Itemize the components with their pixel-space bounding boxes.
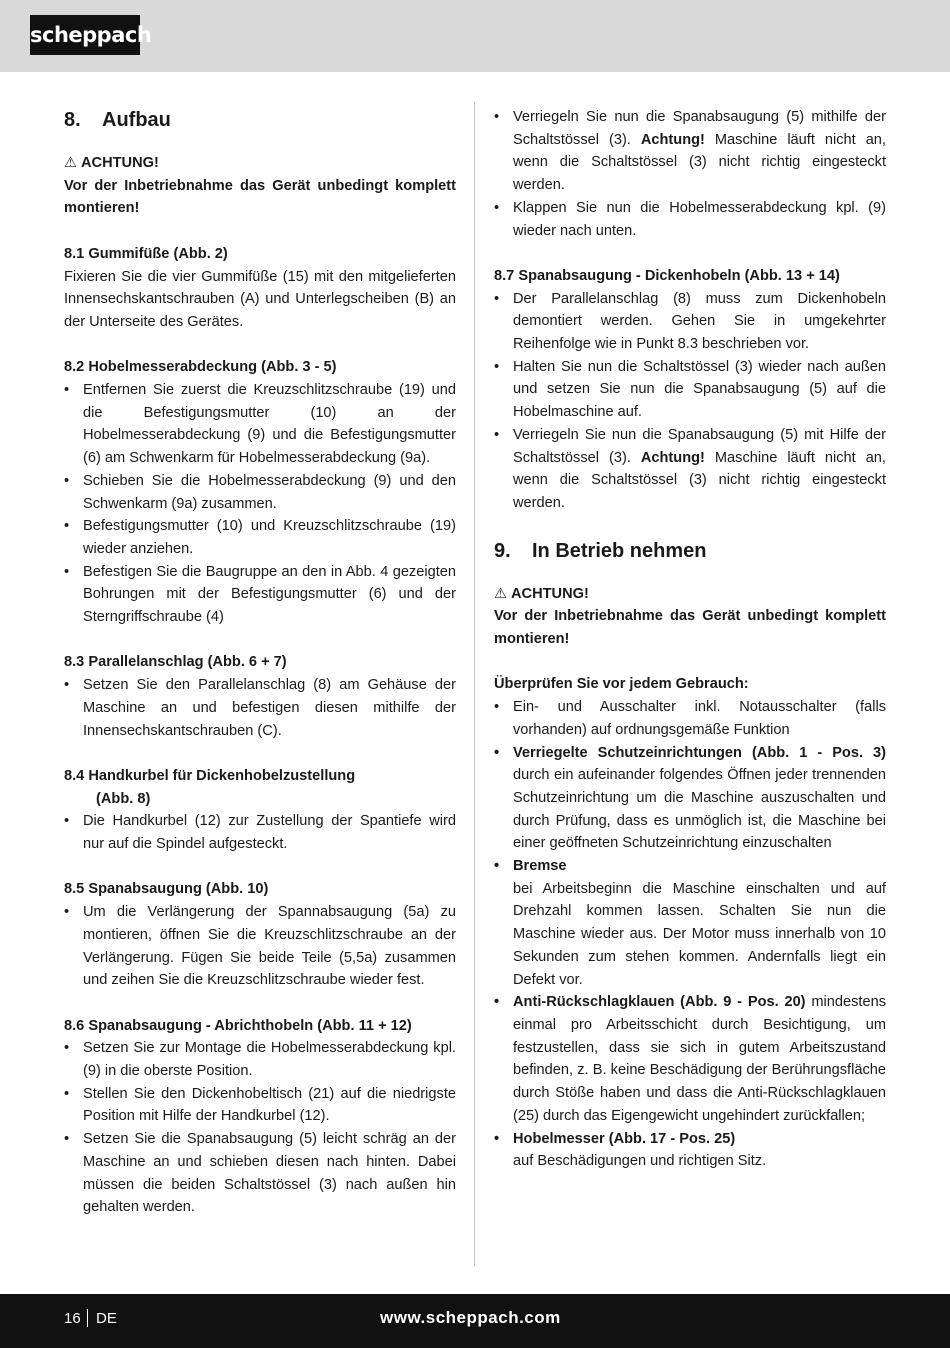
- list-item: • Halten Sie nun die Schaltstössel (3) wieder nach außen und setzen Sie nun die Spanabsaugung (5) auf die Hobelmaschine auf.: [494, 356, 886, 424]
- column-divider: [474, 102, 475, 1266]
- list-item: • Klappen Sie nun die Hobelmesserabdeckung kpl. (9) wieder nach unten.: [494, 197, 886, 242]
- list-item: • Setzen Sie den Parallelanschlag (8) am Gehäuse der Maschine an und befestigen diesen mithilfe der Innensechskantschrauben (C).: [64, 674, 456, 742]
- subsection-title: 8.2 Hobelmesserabdeckung (Abb. 3 - 5): [64, 359, 337, 376]
- page-footer: [0, 1294, 950, 1348]
- warning-text: Vor der Inbetriebnahme das Gerät unbedingt komplett montieren!: [494, 608, 886, 648]
- subsection-title: 8.3 Parallelanschlag (Abb. 6 + 7): [64, 654, 287, 671]
- paragraph: Fixieren Sie die vier Gummifüße (15) mit den mitgelieferten Innensechskantschrauben (A) und Unterlegscheiben (B) an der Unterseite des Gerätes.: [64, 268, 456, 330]
- bullet-list: [64, 379, 456, 629]
- list-item: • Die Handkurbel (12) zur Zustellung der Spantiefe wird nur auf die Spindel aufgesteckt.: [64, 810, 456, 855]
- list-item: • Setzen Sie zur Montage die Hobelmesserabdeckung kpl. (9) in die oberste Position.: [64, 1037, 456, 1082]
- warning-title: [494, 583, 886, 606]
- subsection-title: 8.5 Spanabsaugung (Abb. 10): [64, 881, 269, 898]
- bullet-list: [64, 810, 456, 855]
- list-item: • Hobelmesser (Abb. 17 - Pos. 25) auf Beschädigungen und richtigen Sitz.: [494, 1128, 886, 1173]
- section-number: 9.: [494, 539, 511, 562]
- list-item: • Verriegelte Schutzeinrichtungen (Abb. 1 - Pos. 3) durch ein aufeinander folgendes Öffnen jeder trennenden Schutzeinrichtung um die Maschine auszuschalten und durch Prüfung, dass es unmöglich ist, die Maschine bei einer geöffneten Schutzeinrichtung einzuschalten: [494, 742, 886, 856]
- bullet-list: [64, 901, 456, 992]
- right-column: [494, 106, 886, 1173]
- subsection-title-cont: (Abb. 8): [96, 790, 151, 807]
- warning-title: [64, 152, 456, 175]
- bullet-list: [494, 106, 886, 242]
- warning-label: ACHTUNG!: [81, 155, 159, 171]
- section-title: Aufbau: [102, 109, 171, 131]
- checklist: [494, 696, 886, 1173]
- warning-icon: ⚠: [64, 155, 78, 171]
- bullet-list: [64, 674, 456, 742]
- subsection-title: 8.7 Spanabsaugung - Dickenhobeln (Abb. 13 + 14): [494, 267, 840, 284]
- list-item: • Der Parallelanschlag (8) muss zum Dickenhobeln demontiert werden. Gehen Sie in umgekehrter Reihenfolge wie in Punkt 8.3 beschrieben vor.: [494, 288, 886, 356]
- list-item: • Befestigen Sie die Baugruppe an den in Abb. 4 gezeigten Bohrungen mit der Befestigungsmutter (6) und der Sterngriffschraube (4): [64, 561, 456, 629]
- list-item: • Entfernen Sie zuerst die Kreuzschlitzschraube (19) und die Befestigungsmutter (10) an der Hobelmesserabdeckung (9) und die Befestigungsmutter (6) am Schwenkarm für Hobelmesserabdeckung (9a).: [64, 379, 456, 470]
- list-item: • Bremse bei Arbeitsbeginn die Maschine einschalten und auf Drehzahl kommen lassen. Schalten Sie nun die Maschine wieder aus. Der Motor muss innerhalb von 10 Sekunden zum stehen kommen. Andernfalls liegt ein Defekt vor.: [494, 855, 886, 991]
- list-item: • Verriegeln Sie nun die Spanabsaugung (5) mithilfe der Schaltstössel (3). Achtung! Maschine läuft nicht an, wenn die Schaltstössel (3) nicht richtig eingesteckt werden.: [494, 106, 886, 197]
- warning-icon: ⚠: [494, 585, 508, 602]
- subsection-title: 8.6 Spanabsaugung - Abrichthobeln (Abb. 11 + 12): [64, 1017, 412, 1034]
- scheppach-logo: scheppach: [30, 15, 140, 55]
- page-header: [0, 0, 950, 72]
- page-number: 16: [64, 1310, 81, 1327]
- bullet-list: [494, 288, 886, 515]
- list-item: • Befestigungsmutter (10) und Kreuzschlitzschraube (19) wieder anziehen.: [64, 515, 456, 560]
- list-item: • Stellen Sie den Dickenhobeltisch (21) auf die niedrigste Position mit Hilfe der Handkurbel (12).: [64, 1083, 456, 1128]
- list-item: • Anti-Rückschlagklauen (Abb. 9 - Pos. 20) mindestens einmal pro Arbeitsschicht durch Besichtigung, um festzustellen, dass sie sich in gutem Arbeitszustand befinden, z. B. keine Beschädigung der Berührungsfläche durch Stöße haben und dass die Anti-Rückschlagklauen (25) durch das Eigengewicht ungehindert zurückfallen;: [494, 991, 886, 1127]
- website-link[interactable]: www.scheppach.com: [380, 1308, 561, 1327]
- list-item: • Verriegeln Sie nun die Spanabsaugung (5) mit Hilfe der Schaltstössel (3). Achtung! Maschine läuft nicht an, wenn die Schaltstössel (3) nicht richtig eingesteckt werden.: [494, 424, 886, 515]
- section-title: In Betrieb nehmen: [532, 539, 707, 562]
- list-item: • Um die Verlängerung der Spannabsaugung (5a) zu montieren, öffnen Sie die Kreuzschlitzschraube an der Verlängerung. Fügen Sie beide Teile (5,5a) zusammen und zeihen Sie die Kreuzschlitzschraube wieder fest.: [64, 901, 456, 992]
- list-item: • Setzen Sie die Spanabsaugung (5) leicht schräg an der Maschine an und schieben diesen nach hinten. Dabei müssen die beiden Schaltstössel (3) nach außen hin gehalten werden.: [64, 1128, 456, 1219]
- left-column: [64, 106, 456, 1219]
- list-item: • Schieben Sie die Hobelmesserabdeckung (9) und den Schwenkarm (9a) zusammen.: [64, 470, 456, 515]
- checklist-title: Überprüfen Sie vor jedem Gebrauch:: [494, 676, 749, 693]
- section-9-heading: [494, 537, 886, 565]
- footer-separator: [87, 1309, 88, 1327]
- language-code: DE: [96, 1310, 117, 1327]
- subsection-title: 8.1 Gummifüße (Abb. 2): [64, 245, 228, 262]
- section-8-heading: [64, 106, 456, 134]
- warning-text: Vor der Inbetriebnahme das Gerät unbedingt komplett montieren!: [64, 177, 456, 217]
- bullet-list: [64, 1037, 456, 1219]
- subsection-title: 8.4 Handkurbel für Dickenhobelzustellung: [64, 767, 356, 784]
- warning-label: ACHTUNG!: [511, 585, 589, 602]
- section-number: 8.: [64, 109, 81, 131]
- list-item: • Ein- und Ausschalter inkl. Notausschalter (falls vorhanden) auf ordnungsgemäße Funktion: [494, 696, 886, 741]
